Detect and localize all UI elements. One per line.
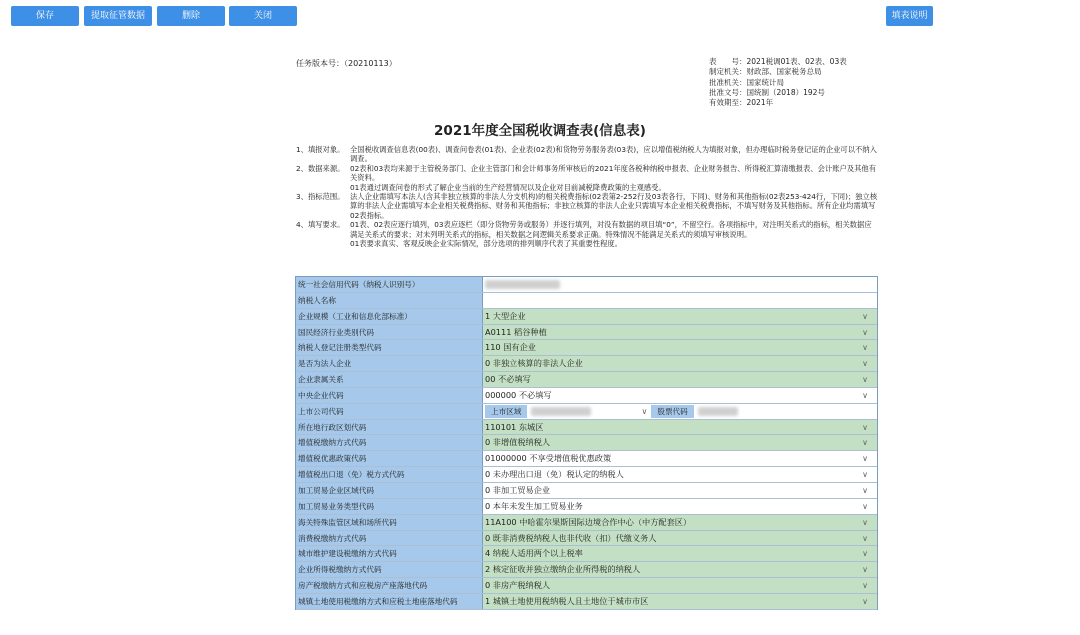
form-row (296, 435, 877, 451)
field-label: 海关特殊监管区域和场所代码 (296, 515, 483, 530)
fetch-data-button[interactable]: 提取征管数据 (84, 6, 152, 26)
field-value: 0 非增值税纳税人 (485, 437, 551, 448)
field-label: 中央企业代码 (296, 388, 483, 403)
field-input[interactable] (483, 293, 877, 308)
instructions (296, 145, 878, 248)
field-select[interactable] (483, 372, 877, 387)
form-row (296, 451, 877, 467)
instruction-item (296, 164, 878, 192)
field-select[interactable] (483, 515, 877, 530)
field-label: 所在地行政区划代码 (296, 420, 483, 435)
form-row (296, 515, 877, 531)
form-row (296, 388, 877, 404)
field-label: 加工贸易业务类型代码 (296, 499, 483, 514)
form-row (296, 404, 877, 420)
listing-region-select[interactable] (527, 404, 651, 419)
chevron-down-icon: ∨ (641, 406, 648, 416)
chevron-down-icon: ∨ (862, 501, 868, 511)
chevron-down-icon: ∨ (862, 327, 868, 337)
chevron-down-icon: ∨ (862, 470, 868, 480)
chevron-down-icon: ∨ (862, 343, 868, 353)
approval-number: 批准文号：国统制（2018）192号 (709, 87, 825, 97)
redacted-value (531, 407, 591, 416)
save-button[interactable]: 保存 (11, 6, 79, 26)
form-row (296, 293, 877, 309)
field-label: 城市维护建设税缴纳方式代码 (296, 546, 483, 561)
listed-company-field (483, 404, 877, 419)
chevron-down-icon: ∨ (862, 454, 868, 464)
field-input[interactable] (483, 277, 877, 292)
form-row (296, 594, 877, 610)
chevron-down-icon: ∨ (862, 311, 868, 321)
form-meta (709, 57, 847, 108)
field-select[interactable] (483, 435, 877, 450)
chevron-down-icon: ∨ (862, 581, 868, 591)
instruction-item (296, 192, 878, 220)
form-row (296, 531, 877, 547)
field-select[interactable] (483, 578, 877, 593)
chevron-down-icon: ∨ (862, 375, 868, 385)
chevron-down-icon: ∨ (862, 359, 868, 369)
form-row (296, 309, 877, 325)
instruction-item (296, 220, 878, 248)
form-row (296, 325, 877, 341)
field-select[interactable] (483, 451, 877, 466)
form-row (296, 277, 877, 293)
help-button[interactable]: 填表说明 (886, 6, 933, 26)
field-value: 110 国有企业 (485, 342, 536, 353)
field-value: 2 核定征收并独立缴纳企业所得税的纳税人 (485, 564, 641, 575)
field-select[interactable] (483, 594, 877, 609)
field-value: 1 大型企业 (485, 310, 526, 321)
field-select[interactable] (483, 467, 877, 482)
field-select[interactable] (483, 562, 877, 577)
stock-code-label: 股票代码 (651, 405, 693, 418)
field-label: 统一社会信用代码（纳税人识别号） (296, 277, 483, 292)
form-row (296, 356, 877, 372)
instruction-label: 1、填报对象。 (296, 145, 345, 154)
field-value: A0111 稻谷种植 (485, 326, 547, 337)
instruction-line: 01表要求真实、客观反映企业实际情况，部分选项的排列顺序代表了其重要性程度。 (350, 239, 622, 249)
field-value: 0 非独立核算的非法人企业 (485, 358, 583, 369)
field-select[interactable] (483, 325, 877, 340)
approved-by: 批准机关：国家统计局 (709, 77, 784, 87)
field-value: 1 城镇土地使用税纳税人且土地位于城市市区 (485, 595, 649, 606)
field-value: 01000000 不享受增值税优惠政策 (485, 453, 612, 464)
chevron-down-icon: ∨ (862, 517, 868, 527)
instruction-line: 全国税收调查信息表(00表)、调查问卷表(01表)、企业表(02表)和货物劳务服务表(03表)，应以增值税纳税人为填报对象，但办理临时税务登记证的企业可以不纳入调查。 (350, 145, 877, 164)
instruction-label: 2、数据来源。 (296, 163, 345, 173)
instruction-line: 02表和03表均来源于主管税务部门、企业主管部门和会计师事务所审核后的2021年度各税种纳税申报表、企业财务报告、所得税汇算清缴报表、会计账户及其他有关资料。 (350, 163, 877, 183)
delete-button[interactable]: 删除 (157, 6, 225, 26)
field-label: 是否为法人企业 (296, 356, 483, 371)
form-row (296, 499, 877, 515)
field-value: 4 纳税人适用两个以上税率 (485, 548, 583, 559)
field-value: 000000 不必填写 (485, 389, 552, 400)
field-select[interactable] (483, 531, 877, 546)
valid-until: 有效期至：2021年 (709, 98, 774, 108)
stock-code-input[interactable] (694, 404, 754, 419)
form-row (296, 483, 877, 499)
instruction-text (350, 220, 878, 248)
field-label: 企业所得税缴纳方式代码 (296, 562, 483, 577)
field-value: 0 非房产税纳税人 (485, 580, 551, 591)
field-label: 纳税人名称 (296, 293, 483, 308)
chevron-down-icon: ∨ (862, 533, 868, 543)
toolbar (0, 0, 1080, 30)
field-label: 企业隶属关系 (296, 372, 483, 387)
field-label: 国民经济行业类别代码 (296, 325, 483, 340)
chevron-down-icon: ∨ (862, 549, 868, 559)
form-row (296, 467, 877, 483)
field-select[interactable] (483, 356, 877, 371)
close-button[interactable]: 关闭 (229, 6, 297, 26)
instruction-text (350, 192, 878, 220)
chevron-down-icon: ∨ (862, 485, 868, 495)
field-value: 0 既非消费税纳税人也非代收（扣）代缴义务人 (485, 532, 657, 543)
form-row (296, 578, 877, 594)
instruction-item (296, 145, 878, 164)
info-form (295, 276, 878, 610)
made-by: 制定机关：财政部、国家税务总局 (709, 67, 822, 77)
chevron-down-icon: ∨ (862, 596, 868, 606)
field-label: 城镇土地使用税缴纳方式和应税土地座落地代码 (296, 594, 483, 609)
field-label: 企业规模（工业和信息化部标准） (296, 309, 483, 324)
form-number: 表 号：2021税调01表、02表、03表 (709, 57, 847, 66)
field-label: 纳税人登记注册类型代码 (296, 340, 483, 355)
form-row (296, 546, 877, 562)
instruction-line: 01表、02表应逐行填列，03表应逐栏（即分货物劳务或服务）并逐行填列，对没有数据的项目填“0”，不留空行。各项指标中，对注明关系式的指标，相关数据应满足关系式的要求；对未列明关系式的指标，相关数据之间逻辑关系要求正确。特殊情况不能满足关系式的须填写审核说明。 (350, 220, 872, 239)
instruction-label: 4、填写要求。 (296, 220, 345, 230)
field-select[interactable] (483, 546, 877, 561)
field-label: 增值税出口退（免）税方式代码 (296, 467, 483, 482)
instruction-text (350, 145, 878, 164)
field-value: 11A100 中哈霍尔果斯国际边境合作中心（中方配套区） (485, 516, 692, 527)
field-value: 0 未办理出口退（免）税认定的纳税人 (485, 469, 624, 480)
chevron-down-icon: ∨ (862, 390, 868, 400)
field-value: 110101 东城区 (485, 421, 544, 432)
instruction-line: 法人企业需填写本法人(含其非独立核算的非法人分支机构)的相关税费指标(02表第2-252行及03表各行，下同)、财务和其他指标(02表253-424行，下同)；独立核算的非法人企业需填写本企业相关税费指标、财务和其他指标；非独立核算的非法人企业只需填写本企业相关税费指标，不填写财务及其他指标。所有企业均需填写02表指标。 (350, 192, 878, 220)
form-row (296, 562, 877, 578)
field-label: 增值税缴纳方式代码 (296, 435, 483, 450)
redacted-value (485, 280, 560, 289)
field-select[interactable] (483, 309, 877, 324)
field-select[interactable] (483, 483, 877, 498)
chevron-down-icon: ∨ (862, 422, 868, 432)
field-value: 0 非加工贸易企业 (485, 484, 551, 495)
chevron-down-icon: ∨ (862, 438, 868, 448)
field-select[interactable] (483, 420, 877, 435)
chevron-down-icon: ∨ (862, 565, 868, 575)
field-select[interactable] (483, 499, 877, 514)
form-row (296, 372, 877, 388)
field-label: 消费税缴纳方式代码 (296, 531, 483, 546)
field-value: 0 本年未发生加工贸易业务 (485, 500, 583, 511)
instruction-label: 3、指标范围。 (296, 192, 345, 202)
listing-region-label: 上市区域 (485, 405, 527, 418)
field-label: 加工贸易企业区域代码 (296, 483, 483, 498)
redacted-value (698, 407, 738, 416)
instruction-text (350, 164, 878, 192)
instruction-line: 01表通过调查问卷的形式了解企业当前的生产经营情况以及企业对目前减税降费政策的主观感受。 (350, 182, 666, 192)
field-select[interactable] (483, 388, 877, 403)
field-label: 上市公司代码 (296, 404, 483, 419)
field-label: 增值税优惠政策代码 (296, 451, 483, 466)
field-label: 房产税缴纳方式和应税房产座落地代码 (296, 578, 483, 593)
page-title: 2021年度全国税收调查表(信息表) (434, 123, 646, 139)
field-value: 00 不必填写 (485, 374, 531, 385)
field-select[interactable] (483, 340, 877, 355)
form-row (296, 420, 877, 436)
task-version: 任务版本号：（20210113） (296, 59, 397, 68)
form-row (296, 340, 877, 356)
